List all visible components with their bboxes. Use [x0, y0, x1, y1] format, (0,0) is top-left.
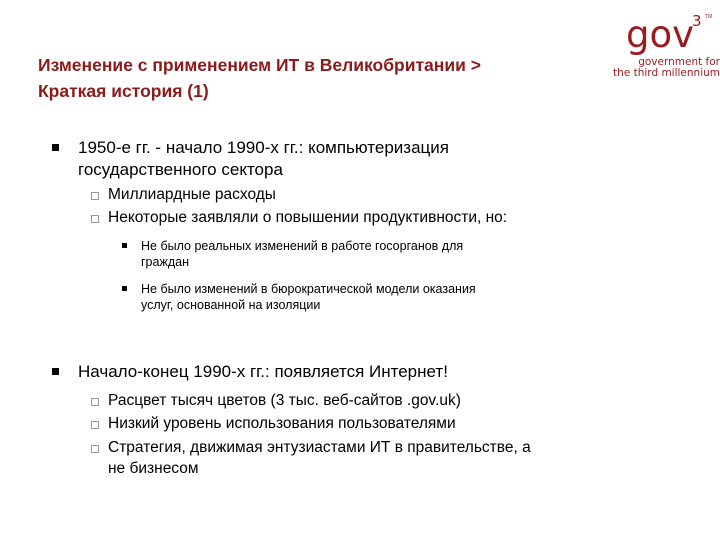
bullet2-sub1: Расцвет тысяч цветов (3 тыс. веб-сайтов .gov.uk)	[108, 392, 461, 409]
bullet1-subsub2-line1: Не было изменений в бюрократической модели оказания	[141, 282, 476, 296]
bullet1-subsub1-line1: Не было реальных изменений в работе госорганов для	[141, 239, 464, 253]
logo-tagline-line1: government for	[638, 56, 720, 68]
bullet-square-small-icon	[122, 286, 127, 291]
bullet1-sub2: Некоторые заявляли о повышении продуктивности, но:	[108, 209, 508, 226]
bullet1-line1: 1950-е гг. - начало 1990-х гг.: компьютеризация	[78, 138, 449, 157]
logo-word: gov	[626, 13, 695, 56]
slide-title-line1: Изменение с применением ИТ в Великобритании >	[38, 55, 481, 75]
checkbox-bullet-icon	[91, 445, 99, 453]
bullet2-sub3-line1: Стратегия, движимая энтузиастами ИТ в правительстве, а	[108, 439, 531, 456]
bullet-square-small-icon	[122, 243, 127, 248]
bullet2-line1: Начало-конец 1990-х гг.: появляется Интернет!	[78, 362, 448, 381]
bullet-square-icon	[52, 144, 59, 151]
checkbox-bullet-icon	[91, 192, 99, 200]
checkbox-bullet-icon	[91, 398, 99, 406]
logo-trademark: TM	[705, 14, 713, 20]
bullet1-subsub1-line2: граждан	[141, 255, 189, 269]
bullet2-sub3-line2: не бизнесом	[108, 460, 199, 477]
slide-title-line2: Краткая история (1)	[38, 81, 209, 101]
logo-superscript: 3	[692, 12, 702, 30]
slide-title	[38, 52, 608, 104]
logo-tagline-line2: the third millennium	[613, 67, 720, 79]
checkbox-bullet-icon	[91, 215, 99, 223]
bullet1-sub1: Миллиардные расходы	[108, 186, 276, 203]
bullet2-sub2: Низкий уровень использования пользователями	[108, 415, 456, 432]
checkbox-bullet-icon	[91, 421, 99, 429]
bullet1-line2: государственного сектора	[78, 160, 283, 179]
bullet1-subsub2-line2: услуг, основанной на изоляции	[141, 298, 321, 312]
gov3-logo	[590, 10, 720, 85]
bullet-square-icon	[52, 368, 59, 375]
logo-tagline	[602, 57, 720, 79]
